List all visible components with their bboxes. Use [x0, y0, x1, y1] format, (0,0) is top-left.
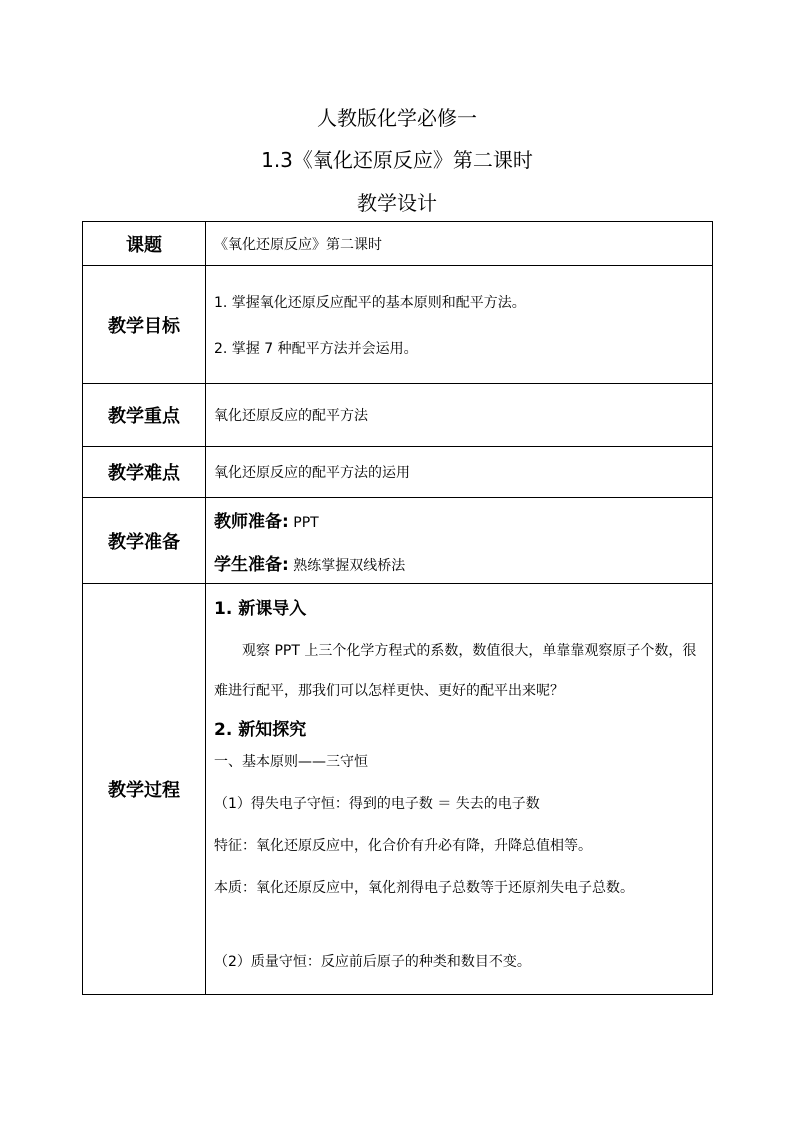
- topic-label: 课题: [83, 222, 206, 266]
- key-points-value: 氧化还原反应的配平方法: [206, 384, 713, 447]
- process-line: 一、基本原则——三守恒: [214, 754, 368, 770]
- doc-type: 教学设计: [357, 191, 437, 215]
- intro-paragraph: 观察 PPT 上三个化学方程式的系数，数值很大，单靠靠观察原子个数，很难进行配平，那我们可以怎样更快、更好的配平出来呢？: [214, 643, 697, 699]
- teacher-prep-value: PPT: [293, 514, 319, 531]
- goals-label: 教学目标: [83, 266, 206, 384]
- process-line: （1）得失电子守恒：得到的电子数 ＝ 失去的电子数: [214, 796, 540, 812]
- process-line: 本质：氧化还原反应中，氧化剂得电子总数等于还原剂失电子总数。: [214, 880, 634, 896]
- process-cell: [206, 584, 713, 995]
- teacher-prep: [214, 507, 712, 532]
- doc-subtitle: 人教版化学必修一: [317, 106, 477, 130]
- section-heading: 2. 新知探究: [214, 720, 307, 740]
- row-preparation: [83, 498, 713, 584]
- goal-item: 1. 掌握氧化还原反应配平的基本原则和配平方法。: [214, 294, 526, 311]
- teacher-prep-label: 教师准备:: [214, 511, 289, 532]
- preparation-cell: [206, 498, 713, 584]
- row-process: [83, 584, 713, 995]
- lesson-plan-table: [82, 221, 713, 995]
- topic-value: 《氧化还原反应》第二课时: [206, 222, 713, 266]
- student-prep: [214, 550, 712, 575]
- student-prep-value: 熟练掌握双线桥法: [293, 557, 406, 574]
- student-prep-label: 学生准备:: [214, 554, 289, 575]
- key-points-label: 教学重点: [83, 384, 206, 447]
- row-goals: [83, 266, 713, 384]
- process-line: 特征：氧化还原反应中，化合价有升必有降，升降总值相等。: [214, 838, 592, 854]
- process-line: （2）质量守恒：反应前后原子的种类和数目不变。: [214, 954, 531, 970]
- process-label: 教学过程: [83, 584, 206, 995]
- difficulties-label: 教学难点: [83, 447, 206, 498]
- section-heading: 1. 新课导入: [214, 599, 307, 619]
- spacer: [214, 920, 712, 952]
- doc-title: 1.3《氧化还原反应》第二课时: [261, 148, 533, 172]
- goal-item: 2. 掌握 7 种配平方法并会运用。: [214, 340, 418, 357]
- row-difficulties: [83, 447, 713, 498]
- goals-cell: [206, 266, 713, 384]
- row-key-points: [83, 384, 713, 447]
- preparation-label: 教学准备: [83, 498, 206, 584]
- row-topic: [83, 222, 713, 266]
- difficulties-value: 氧化还原反应的配平方法的运用: [206, 447, 713, 498]
